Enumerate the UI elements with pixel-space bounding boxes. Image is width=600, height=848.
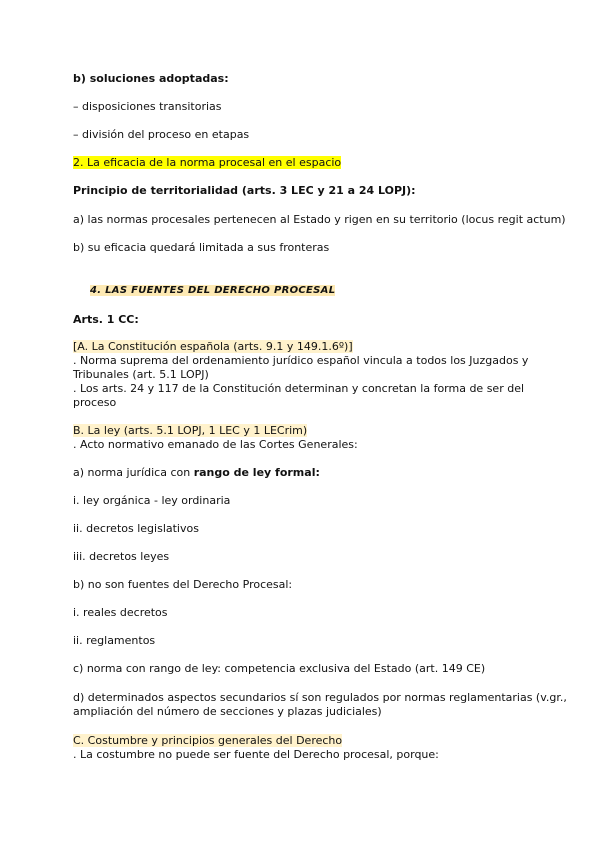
- costumbre-paragraph: . La costumbre no puede ser fuente del Derecho procesal, porque:: [73, 748, 439, 761]
- norma-suprema-line-2: Tribunales (art. 5.1 LOPJ): [73, 368, 209, 381]
- constitucion-heading: [73, 340, 353, 354]
- list-item-reglamentos: ii. reglamentos: [73, 634, 156, 647]
- soluciones-heading: b) soluciones adoptadas:: [73, 72, 229, 85]
- eficacia-highlight: 2. La eficacia de la norma procesal en el espacio: [73, 156, 342, 169]
- acto-paragraph: . Acto normativo emanado de las Cortes Generales:: [73, 438, 358, 451]
- norma-juridica-text: a) norma jurídica con: [73, 466, 194, 479]
- costumbre-highlight: C. Costumbre y principios generales del Derecho: [73, 734, 343, 747]
- arts24-line-1: . Los arts. 24 y 117 de la Constitución determinan y concretan la forma de ser del: [73, 382, 525, 395]
- list-item-decretos-leyes: iii. decretos leyes: [73, 550, 170, 563]
- costumbre-heading: [73, 734, 342, 748]
- normas-paragraph: a) las normas procesales pertenecen al Estado y rigen en su territorio (locus regit actum): [73, 213, 566, 226]
- constitucion-highlight: [A. La Constitución española (arts. 9.1 y 149.1.6º)]: [73, 340, 353, 353]
- norma-suprema-line-1: . Norma suprema del ordenamiento jurídico español vincula a todos los Juzgados y: [73, 354, 529, 367]
- list-item-decretos-legislativos: ii. decretos legislativos: [73, 522, 199, 535]
- fuentes-title: [90, 284, 335, 298]
- arts24-line-2: proceso: [73, 396, 117, 409]
- competencia-paragraph: c) norma con rango de ley: competencia exclusiva del Estado (art. 149 CE): [73, 662, 486, 675]
- list-item-organica: i. ley orgánica - ley ordinaria: [73, 494, 231, 507]
- limitada-paragraph: b) su eficacia quedará limitada a sus fronteras: [73, 241, 330, 254]
- arts-cc-heading: Arts. 1 CC:: [73, 313, 139, 326]
- rango-ley-formal-text: rango de ley formal:: [193, 466, 320, 479]
- list-item-division: – división del proceso en etapas: [73, 128, 250, 141]
- list-item-disposiciones: – disposiciones transitorias: [73, 100, 222, 113]
- principio-heading: Principio de territorialidad (arts. 3 LEC y 21 a 24 LOPJ):: [73, 184, 416, 197]
- fuentes-title-highlight: 4. LAS FUENTES DEL DERECHO PROCESAL: [90, 285, 336, 296]
- no-fuentes-paragraph: b) no son fuentes del Derecho Procesal:: [73, 578, 293, 591]
- list-item-reales-decretos: i. reales decretos: [73, 606, 168, 619]
- aspectos-line-1: d) determinados aspectos secundarios sí son regulados por normas reglamentarias (v.gr.,: [73, 691, 567, 704]
- eficacia-heading: [73, 156, 341, 170]
- norma-juridica-paragraph: [73, 466, 320, 480]
- ley-heading: [73, 424, 307, 438]
- aspectos-line-2: ampliación del número de secciones y plazas judiciales): [73, 705, 382, 718]
- ley-highlight: B. La ley (arts. 5.1 LOPJ, 1 LEC y 1 LECrim): [73, 424, 308, 437]
